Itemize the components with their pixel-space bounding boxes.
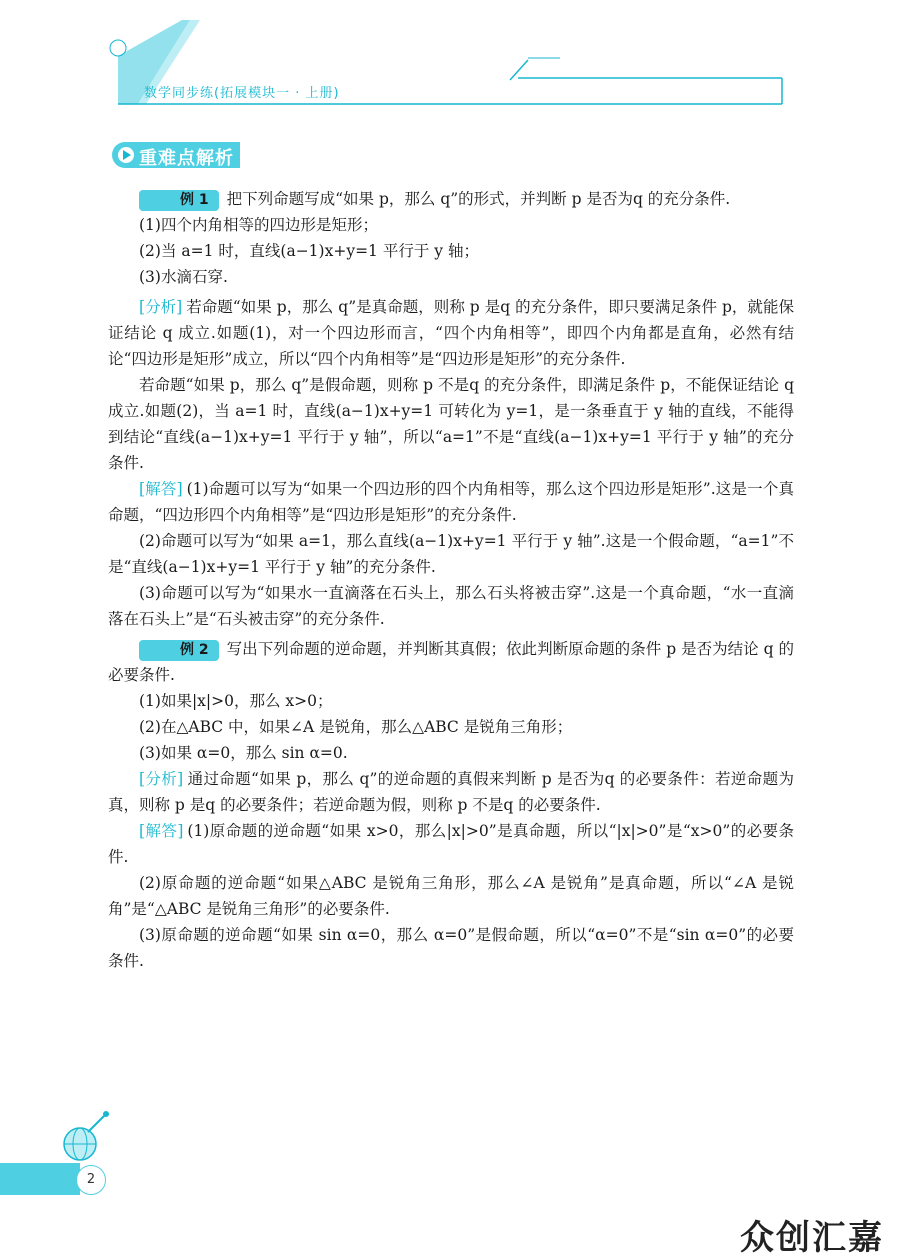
- example1-item: (1)四个内角相等的四边形是矩形；: [139, 216, 378, 234]
- section-heading: [112, 142, 240, 168]
- header-decoration: [0, 0, 899, 120]
- example1-analysis: [分析] 若命题“如果 p，那么 q”是真命题，则称 p 是q 的充分条件，即只要满足条件 p，就能保证结论 q 成立.如题(1)，对一个四边形而言，“四个内角相等”，即四个内角都是直角，必然有结论“四边形是矩形”成立，所以“四个内角相等”是“四边形是矩形”的充分条件.: [108, 298, 794, 368]
- example1-answer: [解答] (1)命题可以写为“如果一个四边形的四个内角相等，那么这个四边形是矩形”.这是一个真命题，“四边形四个内角相等”是“四边形是矩形”的充分条件.: [108, 480, 794, 524]
- example1-item: (3)水滴石穿.: [139, 268, 228, 286]
- answer-tag: [解答]: [139, 822, 184, 840]
- example2-badge: 例 2: [139, 640, 219, 661]
- example2-analysis: [分析] 通过命题“如果 p，那么 q”的逆命题的真假来判断 p 是否为q 的必要条件：若逆命题为真，则称 p 是q 的必要条件；若逆命题为假，则称 p 不是q 的必要条件.: [108, 770, 794, 814]
- example1-question: 例 1 把下列命题写成“如果 p，那么 q”的形式，并判断 p 是否为q 的充分条件.: [108, 186, 794, 212]
- analysis-tag: [分析]: [139, 298, 183, 316]
- example2-question: 例 2 写出下列命题的逆命题，并判断其真假；依此判断原命题的条件 p 是否为结论 q 的必要条件.: [108, 640, 794, 684]
- watermark: 众创汇嘉: [740, 1218, 884, 1258]
- document-body: [108, 186, 794, 974]
- header-title: 数学同步练(拓展模块一 · 上册): [144, 86, 340, 101]
- page-number: 2: [76, 1165, 106, 1195]
- analysis-tag: [分析]: [139, 770, 184, 788]
- example1-item: (2)当 a=1 时，直线(a−1)x+y=1 平行于 y 轴；: [139, 242, 479, 260]
- example2-answer: [解答] (1)原命题的逆命题“如果 x>0，那么|x|>0”是真命题，所以“|x|>0”是“x>0”的必要条件.: [108, 822, 794, 866]
- example2-item: (3)如果 α=0，那么 sin α=0.: [139, 744, 348, 762]
- globe-icon: [58, 1110, 116, 1162]
- example1-answer: (2)命题可以写为“如果 a=1，那么直线(a−1)x+y=1 平行于 y 轴”.这是一个假命题，“a=1”不是“直线(a−1)x+y=1 平行于 y 轴”的充分条件.: [108, 532, 794, 576]
- play-arrow-icon: [118, 147, 134, 163]
- example1-badge: 例 1: [139, 190, 219, 211]
- footer-bar: [0, 1163, 80, 1195]
- example2-item: (2)在△ABC 中，如果∠A 是锐角，那么△ABC 是锐角三角形；: [139, 718, 573, 736]
- section-label: 重难点解析: [139, 148, 234, 169]
- answer-tag: [解答]: [139, 480, 183, 498]
- example1-answer: (3)命题可以写为“如果水一直滴落在石头上，那么石头将被击穿”.这是一个真命题，“水一直滴落在石头上”是“石头被击穿”的充分条件.: [108, 584, 794, 628]
- example2-item: (1)如果|x|>0，那么 x>0；: [139, 692, 333, 710]
- example1-analysis-cont: 若命题“如果 p，那么 q”是假命题，则称 p 不是q 的充分条件，即满足条件 p，不能保证结论 q 成立.如题(2)，当 a=1 时，直线(a−1)x+y=1 可转化为 y=1，是一条垂直于 y 轴的直线，不能得到结论“直线(a−1)x+y=1 平行于 y 轴”，所以“a=1”不是“直线(a−1)x+y=1 平行于 y 轴”的充分条件.: [108, 376, 794, 472]
- example2-answer: (3)原命题的逆命题“如果 sin α=0，那么 α=0”是假命题，所以“α=0”不是“sin α=0”的必要条件.: [108, 926, 794, 970]
- example2-answer: (2)原命题的逆命题“如果△ABC 是锐角三角形，那么∠A 是锐角”是真命题，所以“∠A 是锐角”是“△ABC 是锐角三角形”的必要条件.: [108, 874, 794, 918]
